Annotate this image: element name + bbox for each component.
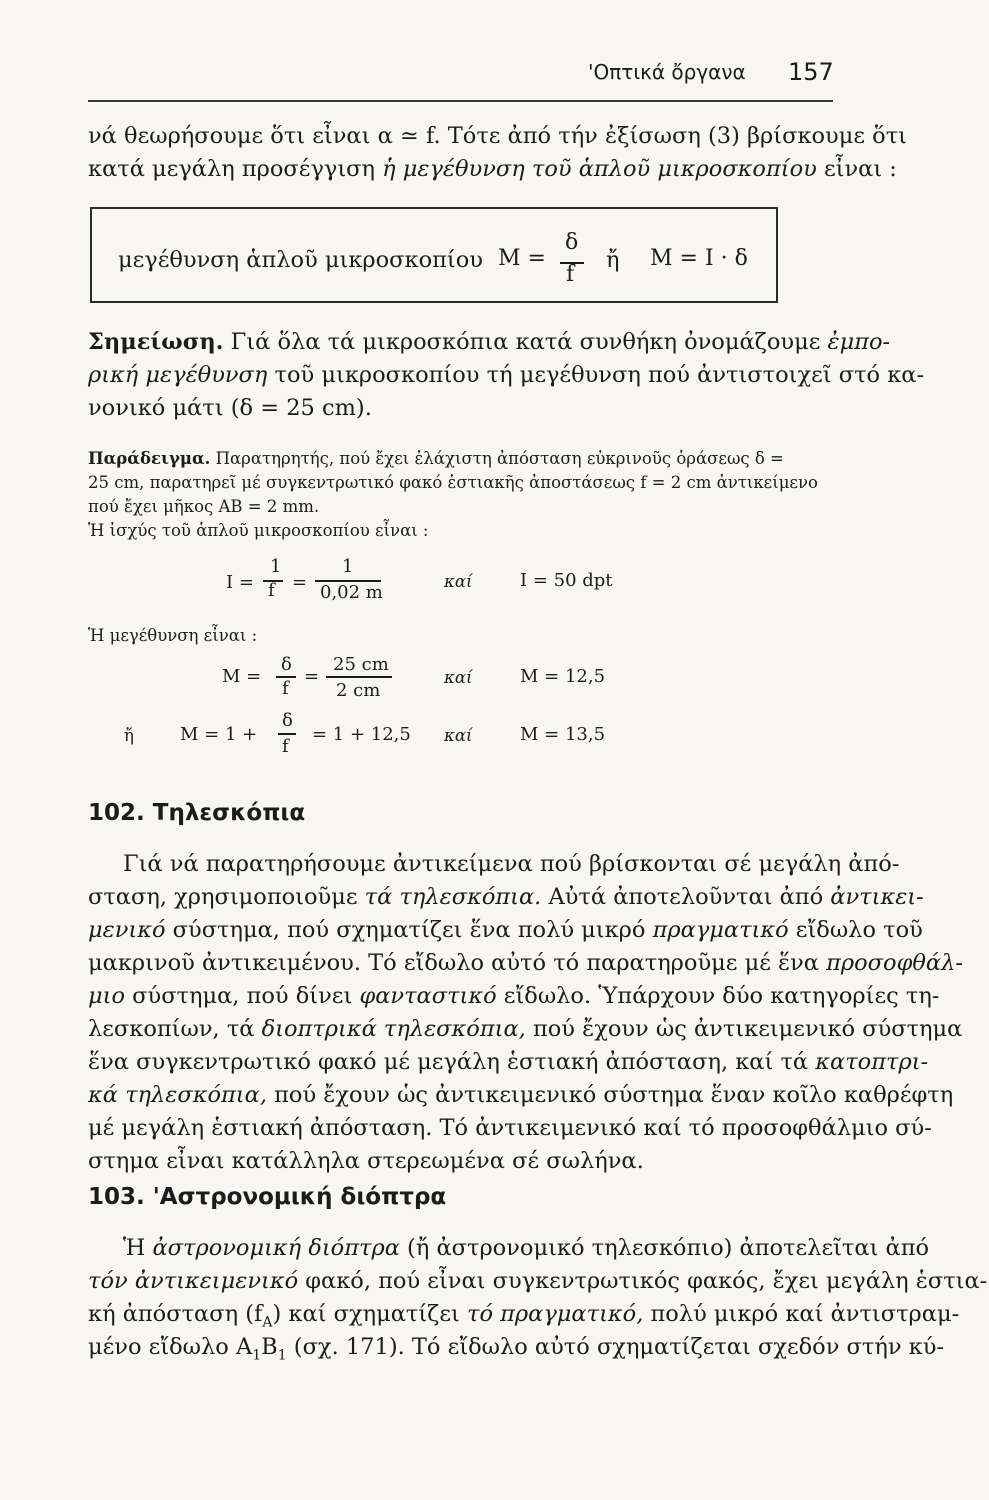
example-line-2: 25 cm, παρατηρεῖ μέ συγκεντρωτικό φακό ἑστιακῆς ἀποστάσεως f = 2 cm ἀντικείμενο bbox=[88, 473, 818, 492]
note-text: τοῦ μικροσκοπίου τή μεγέθυνση πού ἀντιστοιχεῖ στό κα- bbox=[267, 362, 925, 388]
s103-emphasis: τόν ἀντικειμενικό bbox=[88, 1268, 299, 1294]
power-den-1: f bbox=[268, 580, 275, 601]
example-title: Παράδειγμα. bbox=[88, 449, 211, 468]
mag-num-1: δ bbox=[281, 654, 292, 675]
intro-line-1: νά θεωρήσουμε ὅτι εἶναι α ≃ f. Τότε ἀπό τήν ἐξίσωση (3) βρίσκουμε ὅτι bbox=[88, 123, 907, 149]
s102-emphasis: προσοφθάλ- bbox=[826, 950, 963, 976]
s103-line-4 bbox=[88, 1331, 944, 1373]
s102-emphasis: κατοπτρι- bbox=[815, 1049, 929, 1075]
mag2-num: δ bbox=[282, 710, 293, 731]
power-lhs: I = bbox=[226, 572, 254, 593]
mag-result: M = 12,5 bbox=[520, 666, 606, 687]
s102-emphasis: μιο bbox=[88, 983, 125, 1009]
mag-eq: = bbox=[304, 666, 320, 687]
s102-line-6 bbox=[88, 1013, 962, 1046]
example-line-1 bbox=[88, 447, 784, 471]
s102-text: εἴδωλο τοῦ bbox=[788, 917, 923, 943]
example-text: Παρατηρητής, πού ἔχει ἐλάχιστη ἀπόσταση εὐκρινοῦς ὁράσεως δ = bbox=[210, 449, 784, 468]
note-line-1 bbox=[88, 326, 890, 359]
s103-line-1 bbox=[123, 1232, 929, 1265]
running-header: 'Οπτικά ὄργανα bbox=[588, 60, 746, 84]
s102-emphasis: κά τηλεσκόπια, bbox=[88, 1082, 267, 1108]
s103-text: ) καί σχηματίζει bbox=[272, 1301, 467, 1327]
note-emphasis: ρική μεγέθυνση bbox=[88, 362, 268, 388]
section-103-heading: 103. 'Αστρονομική διόπτρα bbox=[88, 1184, 447, 1210]
note-emphasis: ἐμπο- bbox=[827, 329, 891, 355]
formula-label: μεγέθυνση ἁπλοῦ μικροσκοπίου bbox=[118, 247, 483, 273]
page-number: 157 bbox=[788, 58, 834, 86]
s102-text: πού ἔχουν ὡς ἀντικειμενικό σύστημα ἕναν κοῖλο καθρέφτη bbox=[266, 1082, 954, 1108]
or-word: ἤ bbox=[124, 726, 134, 745]
s102-line-5 bbox=[88, 980, 939, 1013]
s102-line-1: Γιά νά παρατηρήσουμε ἀντικείμενα πού βρίσκονται σέ μεγάλη ἀπό- bbox=[123, 851, 900, 877]
mag2-bar bbox=[278, 733, 296, 735]
s103-text: φακό, πού εἶναι συγκεντρωτικός φακός, ἔχει μεγάλη ἑστια- bbox=[298, 1268, 988, 1294]
s102-text: λεσκοπίων, τά bbox=[88, 1016, 262, 1042]
intro-text: εἶναι : bbox=[816, 156, 897, 182]
s102-emphasis: πραγματικό bbox=[652, 917, 789, 943]
s103-line-2 bbox=[88, 1265, 987, 1298]
power-eq: = bbox=[292, 572, 308, 593]
note-title: Σημείωση. bbox=[88, 329, 224, 355]
s103-text: πολύ μικρό καί ἀντιστραμ- bbox=[643, 1301, 960, 1327]
mag2-rhs: = 1 + 12,5 bbox=[312, 724, 411, 745]
s102-text: πού ἔχουν ὡς ἀντικειμενικό σύστημα bbox=[525, 1016, 963, 1042]
s102-line-9: μέ μεγάλη ἑστιακή ἀπόσταση. Τό ἀντικειμενικό καί τό προσοφθάλμιο σύ- bbox=[88, 1115, 932, 1141]
intro-text: κατά μεγάλη προσέγγιση bbox=[88, 156, 383, 182]
note-line-3: νονικό μάτι (δ = 25 cm). bbox=[88, 395, 372, 421]
intro-emphasis: ἡ μεγέθυνση τοῦ ἁπλοῦ μικροσκοπίου bbox=[382, 156, 817, 182]
power-den-2: 0,02 m bbox=[320, 582, 383, 603]
section-102-heading: 102. Τηλεσκόπια bbox=[88, 800, 306, 826]
s103-text: κή ἀπόσταση (f bbox=[88, 1301, 263, 1327]
example-line-3: πού ἔχει μῆκος AB = 2 mm. bbox=[88, 497, 320, 516]
example-line-5: Ἡ μεγέθυνση εἶναι : bbox=[88, 626, 258, 645]
s103-text: Ἡ bbox=[123, 1235, 153, 1261]
s103-text: (ἤ ἀστρονομικό τηλεσκόπιο) ἀποτελεῖται ἀπό bbox=[399, 1235, 930, 1261]
s102-line-7 bbox=[88, 1046, 928, 1079]
intro-line-2 bbox=[88, 153, 897, 186]
s102-line-3 bbox=[88, 914, 923, 947]
formula-denominator: f bbox=[566, 262, 575, 287]
s102-line-10: στημα εἶναι κατάλληλα στερεωμένα σέ σωλήνα. bbox=[88, 1148, 644, 1174]
s102-text: σύστημα, πού σχηματίζει ἕνα πολύ μικρό bbox=[165, 917, 653, 943]
power-num-2: 1 bbox=[342, 556, 354, 577]
s102-emphasis: μενικό bbox=[88, 917, 166, 943]
s103-subscript: 1 bbox=[252, 1347, 262, 1364]
s103-subscript: A bbox=[262, 1314, 273, 1331]
formula-numerator: δ bbox=[565, 230, 579, 255]
mag-lhs: M = bbox=[222, 666, 262, 687]
s102-text: εἴδωλο. Ὑπάρχουν δύο κατηγορίες τη- bbox=[496, 983, 940, 1009]
mag-den-1: f bbox=[282, 678, 289, 699]
mag-num-2: 25 cm bbox=[333, 654, 389, 675]
mag-kai: καί bbox=[444, 668, 473, 687]
s102-emphasis: διοπτρικά τηλεσκόπια, bbox=[261, 1016, 526, 1042]
mag2-result: M = 13,5 bbox=[520, 724, 606, 745]
power-num-1: 1 bbox=[270, 556, 282, 577]
mag2-den: f bbox=[282, 736, 289, 757]
power-result: I = 50 dpt bbox=[520, 570, 613, 591]
note-line-2 bbox=[88, 359, 924, 392]
mag-bar-2 bbox=[326, 676, 392, 678]
header-rule bbox=[88, 100, 833, 102]
formula-m-eq: M = bbox=[498, 246, 546, 271]
s103-emphasis: ἀστρονομική διόπτρα bbox=[152, 1235, 400, 1261]
s103-emphasis: τό πραγματικό, bbox=[467, 1301, 644, 1327]
mag2-lhs: M = 1 + bbox=[180, 724, 258, 745]
s103-text: (σχ. 171). Τό εἴδωλο αὐτό σχηματίζεται σχεδόν στήν κύ- bbox=[286, 1334, 945, 1360]
s103-subscript: 1 bbox=[277, 1347, 287, 1364]
s102-text: Αὐτά ἀποτελοῦνται ἀπό bbox=[541, 884, 831, 910]
s102-emphasis: τά τηλεσκόπια. bbox=[364, 884, 542, 910]
s102-emphasis: φανταστικό bbox=[359, 983, 497, 1009]
s102-text: σταση, χρησιμοποιοῦμε bbox=[88, 884, 365, 910]
s102-line-4 bbox=[88, 947, 963, 980]
example-line-4: Ἡ ἰσχύς τοῦ ἁπλοῦ μικροσκοπίου εἶναι : bbox=[88, 521, 429, 540]
formula-alt: M = I · δ bbox=[650, 246, 748, 271]
s102-line-2 bbox=[88, 881, 924, 914]
s102-emphasis: ἀντικει- bbox=[830, 884, 924, 910]
s103-text: μένο εἴδωλο A bbox=[88, 1334, 253, 1360]
formula-or: ἤ bbox=[606, 247, 620, 273]
s102-text: σύστημα, πού δίνει bbox=[125, 983, 360, 1009]
mag-den-2: 2 cm bbox=[336, 680, 381, 701]
mag2-kai: καί bbox=[444, 726, 473, 745]
power-kai: καί bbox=[444, 572, 473, 591]
s102-line-8 bbox=[88, 1079, 953, 1112]
s102-text: μακρινοῦ ἀντικειμένου. Τό εἴδωλο αὐτό τό παρατηροῦμε μέ ἕνα bbox=[88, 950, 827, 976]
s102-text: ἕνα συγκεντρωτικό φακό μέ μεγάλη ἑστιακή ἀπόσταση, καί τά bbox=[88, 1049, 816, 1075]
s103-text: B bbox=[261, 1334, 278, 1360]
note-text: Γιά ὅλα τά μικροσκόπια κατά συνθήκη ὀνομάζουμε bbox=[223, 329, 828, 355]
